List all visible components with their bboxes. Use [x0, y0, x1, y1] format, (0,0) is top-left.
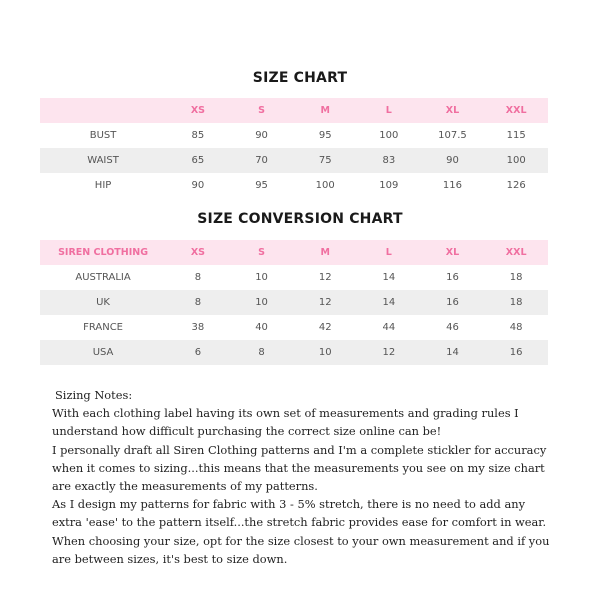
header-cell: L — [357, 98, 421, 123]
table-cell: 95 — [293, 123, 357, 148]
sizing-notes-heading: Sizing Notes: — [55, 388, 133, 402]
table-cell: 90 — [166, 173, 230, 198]
row-label: UK — [40, 290, 166, 315]
header-cell: L — [357, 240, 421, 265]
row-label: AUSTRALIA — [40, 265, 166, 290]
row-label: WAIST — [40, 148, 166, 173]
table-row — [40, 290, 548, 315]
table-row — [40, 315, 548, 340]
table-cell: 65 — [166, 148, 230, 173]
header-cell: S — [230, 98, 294, 123]
table-cell: 46 — [421, 315, 485, 340]
table-cell: 75 — [293, 148, 357, 173]
table-cell: 12 — [293, 290, 357, 315]
table-cell: 109 — [357, 173, 421, 198]
row-label: BUST — [40, 123, 166, 148]
table-cell: 8 — [230, 340, 294, 365]
conversion-chart-title: SIZE CONVERSION CHART — [197, 211, 403, 227]
table-cell: 90 — [421, 148, 485, 173]
header-cell — [40, 98, 166, 123]
table-cell: 100 — [293, 173, 357, 198]
table-cell: 115 — [484, 123, 548, 148]
table-cell: 95 — [230, 173, 294, 198]
table-cell: 126 — [484, 173, 548, 198]
table-cell: 70 — [230, 148, 294, 173]
table-cell: 10 — [293, 340, 357, 365]
table-cell: 12 — [293, 265, 357, 290]
table-cell: 12 — [357, 340, 421, 365]
table-row — [40, 265, 548, 290]
size-chart-header-row — [40, 98, 548, 123]
table-cell: 16 — [421, 290, 485, 315]
table-cell: 8 — [166, 290, 230, 315]
header-cell: M — [293, 240, 357, 265]
sizing-note-paragraph: With each clothing label having its own set of measurements and grading rules I understand how difficult purchasing the correct size online can be! — [52, 406, 519, 439]
header-cell: M — [293, 98, 357, 123]
table-cell: 8 — [166, 265, 230, 290]
table-row — [40, 123, 548, 148]
table-cell: 18 — [484, 290, 548, 315]
table-cell: 6 — [166, 340, 230, 365]
row-label: USA — [40, 340, 166, 365]
table-cell: 83 — [357, 148, 421, 173]
table-cell: 10 — [230, 265, 294, 290]
row-label: HIP — [40, 173, 166, 198]
header-cell: XL — [421, 98, 485, 123]
size-chart-title: SIZE CHART — [252, 70, 348, 86]
table-cell: 42 — [293, 315, 357, 340]
header-cell: XXL — [484, 240, 548, 265]
size-chart-table — [40, 98, 548, 198]
table-cell: 16 — [484, 340, 548, 365]
conversion-chart-table — [40, 240, 548, 365]
header-cell: SIREN CLOTHING — [40, 240, 166, 265]
table-cell: 14 — [357, 265, 421, 290]
header-cell: XL — [421, 240, 485, 265]
table-cell: 90 — [230, 123, 294, 148]
sizing-notes — [52, 386, 552, 568]
table-cell: 18 — [484, 265, 548, 290]
table-cell: 100 — [357, 123, 421, 148]
header-cell: S — [230, 240, 294, 265]
table-cell: 116 — [421, 173, 485, 198]
table-row — [40, 148, 548, 173]
sizing-note-paragraph: When choosing your size, opt for the size closest to your own measurement and if you are between sizes, it's best to size down. — [52, 533, 550, 566]
row-label: FRANCE — [40, 315, 166, 340]
table-row — [40, 340, 548, 365]
table-cell: 10 — [230, 290, 294, 315]
table-cell: 38 — [166, 315, 230, 340]
sizing-note-paragraph: I personally draft all Siren Clothing patterns and I'm a complete stickler for accuracy when it comes to sizing...this means that the measurements you see on my size chart are exactly the measurements of my patterns. — [52, 442, 547, 494]
table-cell: 85 — [166, 123, 230, 148]
table-row — [40, 173, 548, 198]
header-cell: XS — [166, 240, 230, 265]
header-cell: XS — [166, 98, 230, 123]
table-cell: 14 — [357, 290, 421, 315]
table-cell: 44 — [357, 315, 421, 340]
table-cell: 107.5 — [421, 123, 485, 148]
header-cell: XXL — [484, 98, 548, 123]
conversion-header-row — [40, 240, 548, 265]
table-cell: 14 — [421, 340, 485, 365]
table-cell: 100 — [484, 148, 548, 173]
table-cell: 16 — [421, 265, 485, 290]
sizing-note-paragraph: As I design my patterns for fabric with 3 - 5% stretch, there is no need to add any extra 'ease' to the pattern itself...the stretch fabric provides ease for comfort in wear. — [52, 497, 547, 530]
table-cell: 40 — [230, 315, 294, 340]
table-cell: 48 — [484, 315, 548, 340]
